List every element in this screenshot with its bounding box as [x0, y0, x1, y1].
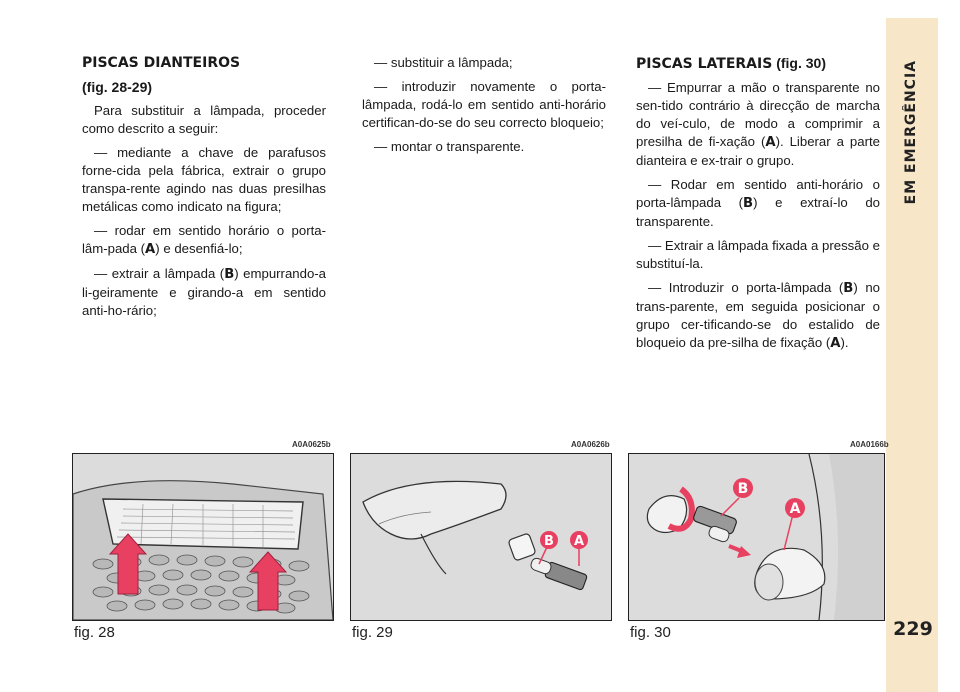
paragraph: — extrair a lâmpada (B) empurrando-a li-geiramente e girando-a em sentido anti-ho-rário; [82, 266, 327, 318]
figure-code: A0A0166b [850, 440, 889, 449]
paragraph: — Extrair a lâmpada fixada a pressão e substituí-la. [636, 238, 880, 271]
column-3 [636, 54, 880, 359]
paragraph: — introduzir novamente o porta-lâmpada, rodá-lo em sentido anti-horário certifican-do-se do seu correcto bloqueio; [362, 79, 606, 130]
column-2 [362, 54, 606, 162]
figure-code: A0A0625b [292, 440, 331, 449]
figure-label: fig. 28 [74, 624, 115, 641]
paragraph: — Introduzir o porta-lâmpada (B) no trans-parente, em seguida posicionar o grupo cer-tificando-se do estalido de bloqueio da pre-silha de fixação (A). [636, 280, 880, 351]
column-1 [82, 54, 326, 326]
callout-b: B [544, 534, 554, 549]
callout-b: B [737, 481, 749, 497]
heading-piscas-dianteiros: PISCAS DIANTEIROS [82, 55, 241, 71]
page-number: 229 [893, 618, 933, 640]
paragraph: — montar o transparente. [374, 139, 525, 154]
paragraph: — mediante a chave de parafusos forne-cida pela fábrica, extrair o grupo transpa-rente agindo nas duas presilhas metálicas como indicato na figura; [82, 145, 326, 214]
heading-fig-ref: (fig. 28-29) [82, 79, 153, 95]
figure-30-illustration [628, 453, 885, 621]
paragraph: — Rodar em sentido anti-horário o porta-lâmpada (B) e extraí-lo do transparente. [636, 177, 880, 229]
paragraph: — substituir a lâmpada; [374, 55, 513, 70]
callout-a: A [789, 501, 801, 517]
section-title: EM EMERGÊNCIA [903, 60, 919, 205]
callout-a: A [573, 534, 585, 549]
paragraph: Para substituir a lâmpada, proceder como descrito a seguir: [82, 103, 326, 136]
heading-piscas-laterais: PISCAS LATERAIS (fig. 30) [636, 55, 826, 72]
paragraph: — Empurrar a mão o transparente no sen-tido contrário à direcção de marcha do veí-culo, de modo a comprimir a presilha de fi-xação (A). Liberar a parte dianteira e ex-trair o grupo. [636, 80, 880, 168]
figure-label: fig. 29 [352, 624, 393, 641]
figure-label: fig. 30 [630, 624, 671, 641]
paragraph: — rodar em sentido horário o porta-lâm-pada (A) e desenfiá-lo; [82, 223, 326, 257]
figure-code: A0A0626b [571, 440, 610, 449]
figure-28-illustration [72, 453, 334, 621]
figure-29-illustration [350, 453, 612, 621]
